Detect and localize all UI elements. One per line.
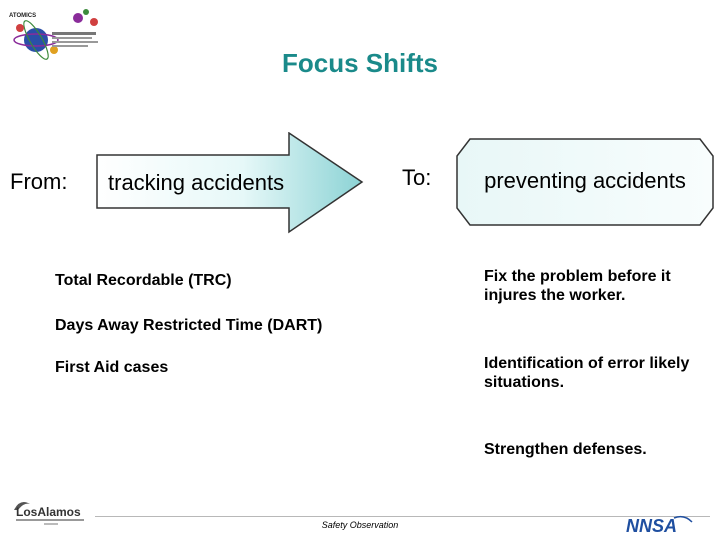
list-item-fix-problem: Fix the problem before it injures the worker. xyxy=(484,268,671,304)
list-item-trc: Total Recordable (TRC) xyxy=(55,272,232,289)
nnsa-logo xyxy=(622,514,696,541)
to-text: preventing accidents xyxy=(484,168,686,193)
footer-divider xyxy=(95,516,710,517)
list-item-first-aid: First Aid cases xyxy=(55,359,169,376)
svg-text:LosAlamos: LosAlamos xyxy=(16,505,81,519)
svg-text:ATOMICS: ATOMICS xyxy=(9,13,37,19)
footer-text: Safety Observation xyxy=(321,520,399,530)
to-label: To: xyxy=(402,165,432,190)
from-label: From: xyxy=(10,169,68,194)
los-alamos-logo xyxy=(10,494,90,533)
list-item-identification: Identification of error likely situations. xyxy=(484,355,690,391)
from-text: tracking accidents xyxy=(108,170,285,195)
slide-title: Focus Shifts xyxy=(281,48,438,78)
list-item-dart: Days Away Restricted Time (DART) xyxy=(55,317,323,334)
svg-text:NNSA: NNSA xyxy=(626,516,678,536)
list-item-strengthen: Strengthen defenses. xyxy=(484,441,647,458)
